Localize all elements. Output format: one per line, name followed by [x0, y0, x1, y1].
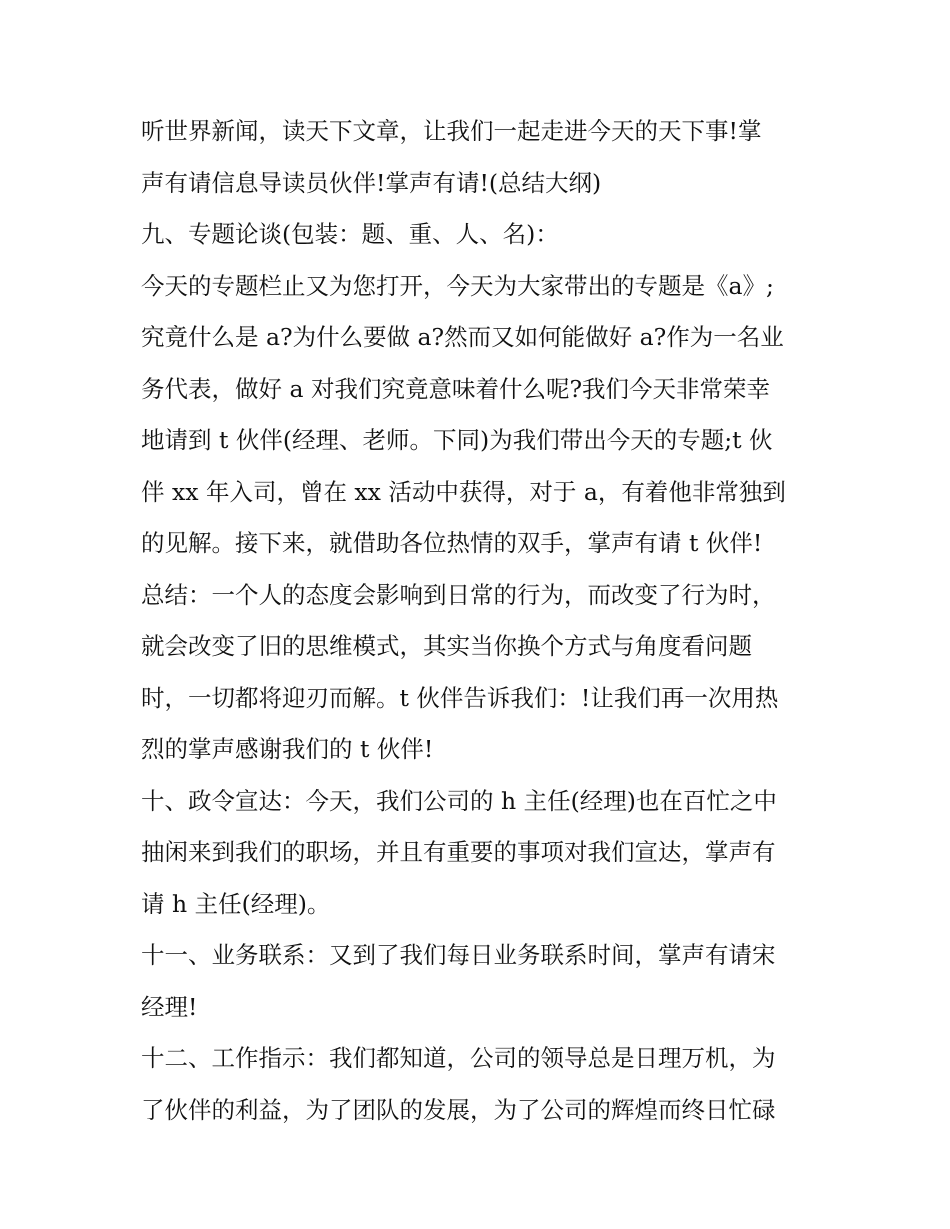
section-heading-10: 十、政令宣达：今天，我们公司的 h 主任(经理)也在百忙之中 [141, 786, 777, 815]
section-heading-9: 九、专题论谈(包装：题、重、人、名)： [141, 220, 559, 248]
text-line: 听世界新闻，读天下文章，让我们一起走进今天的天下事!掌 [141, 117, 762, 145]
section-heading-12: 十二、工作指示：我们都知道，公司的领导总是日理万机，为 [141, 1044, 776, 1072]
text-line: 今天的专题栏止又为您打开，今天为大家带出的专题是《a》; [141, 271, 774, 300]
text-line: 抽闲来到我们的职场，并且有重要的事项对我们宣达，掌声有 [141, 838, 776, 866]
text-line: 究竟什么是 a?为什么要做 a?然而又如何能做好 a?作为一名业 [141, 323, 784, 351]
text-line: 时，一切都将迎刃而解。t 伙伴告诉我们：!让我们再一次用热 [141, 683, 779, 712]
text-line: 地请到 t 伙伴(经理、老师。下同)为我们带出今天的专题;t 伙 [141, 426, 773, 454]
section-heading-11: 十一、业务联系：又到了我们每日业务联系时间，掌声有请宋 [141, 941, 776, 969]
text-line: 烈的掌声感谢我们的 t 伙伴! [141, 735, 434, 763]
body-text [141, 106, 821, 1136]
text-line: 请 h 主任(经理)。 [141, 889, 331, 918]
text-line: 伴 xx 年入司，曾在 xx 活动中获得，对于 a，有着他非常独到 [141, 477, 786, 506]
text-line: 务代表，做好 a 对我们究竟意味着什么呢?我们今天非常荣幸 [141, 374, 771, 403]
text-line: 声有请信息导读员伙伴!掌声有请!(总结大纲) [141, 168, 602, 197]
text-line: 了伙伴的利益，为了团队的发展，为了公司的辉煌而终日忙碌 [141, 1095, 776, 1124]
text-line: 就会改变了旧的思维模式，其实当你换个方式与角度看问题 [141, 632, 752, 660]
summary-line: 总结：一个人的态度会影响到日常的行为，而改变了行为时， [141, 580, 776, 609]
text-line: 的见解。接下来，就借助各位热情的双手，掌声有请 t 伙伴! [141, 529, 763, 557]
text-line: 经理! [141, 992, 198, 1021]
